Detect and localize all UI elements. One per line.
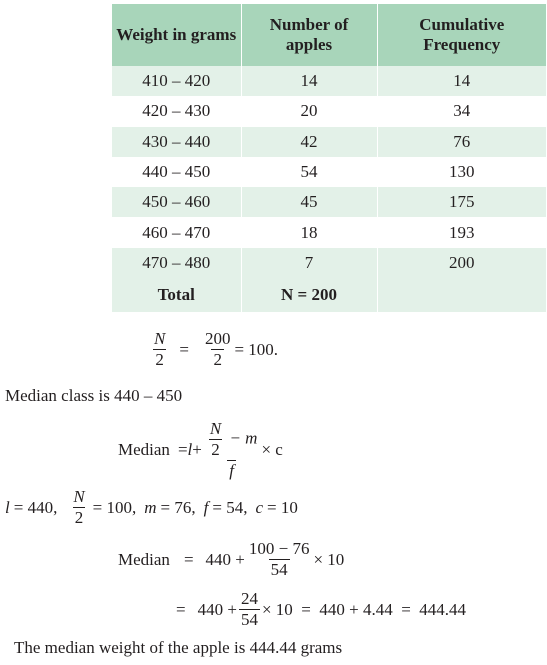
cell-apples: 45 <box>241 187 377 217</box>
n-over-2-line <box>150 330 278 369</box>
total-label: Total <box>112 278 241 312</box>
l-value: = 440, <box>13 497 58 517</box>
cell-cf: 34 <box>377 96 546 126</box>
numerator: 100 − 76 <box>248 539 310 558</box>
formula-numerator <box>204 420 260 460</box>
header-cumulative-frequency: Cumulative Frequency <box>377 4 546 66</box>
table-row <box>112 187 546 217</box>
median-label: Median <box>118 549 170 569</box>
formula-fraction <box>204 420 260 480</box>
cell-apples: 20 <box>241 96 377 126</box>
cell-apples: 18 <box>241 217 377 247</box>
fraction-n-over-2 <box>152 330 167 369</box>
header-weight: Weight in grams <box>112 4 241 66</box>
var-m: m <box>144 497 157 517</box>
denominator: 54 <box>270 560 288 579</box>
cell-cf: 175 <box>377 187 546 217</box>
denominator: 2 <box>211 440 220 459</box>
var-f: f <box>203 497 209 517</box>
table-row <box>112 248 546 278</box>
median-formula <box>118 420 283 480</box>
cell-apples: 7 <box>241 248 377 278</box>
numerator: N <box>154 329 166 348</box>
table-row <box>112 96 546 126</box>
times-10: × 10 <box>313 549 345 569</box>
denominator: 2 <box>74 508 84 527</box>
cell-cf: 14 <box>377 66 546 96</box>
var-l: l <box>187 440 193 459</box>
term-440-plus: 440 + <box>197 599 237 619</box>
denominator: 2 <box>213 350 222 369</box>
equals-sign: = <box>183 549 194 569</box>
table-row <box>112 217 546 247</box>
step-2-result: × 10 = 440 + 4.44 = 444.44 <box>261 599 467 619</box>
denominator: 54 <box>240 610 258 629</box>
fraction-24-over-54 <box>239 590 260 629</box>
plus-sign: + <box>192 440 202 459</box>
cell-apples: 42 <box>241 127 377 157</box>
cell-weight: 410 – 420 <box>112 66 241 96</box>
median-step-2 <box>176 590 466 629</box>
cell-weight: 430 – 440 <box>112 127 241 157</box>
equals-sign: = <box>176 599 186 619</box>
numerator: N <box>209 419 222 438</box>
cell-apples: 14 <box>241 66 377 96</box>
times-c: × c <box>261 440 283 459</box>
conclusion-text: The median weight of the apple is 444.44 grams <box>14 638 343 657</box>
cell-weight: 470 – 480 <box>112 248 241 278</box>
median-class-text: Median class is 440 – 450 <box>5 386 183 405</box>
header-number-of-apples: Number of apples <box>241 4 377 66</box>
cell-weight: 450 – 460 <box>112 187 241 217</box>
median-step-1 <box>118 540 344 579</box>
result-100: = 100. <box>234 339 279 359</box>
cell-apples: 54 <box>241 157 377 187</box>
cell-weight: 460 – 470 <box>112 217 241 247</box>
numerator: 24 <box>240 589 258 608</box>
values-line <box>5 488 298 527</box>
c-value: = 10 <box>267 497 298 517</box>
table-row <box>112 66 546 96</box>
term-440-plus: 440 + <box>205 549 245 569</box>
cell-weight: 420 – 430 <box>112 96 241 126</box>
m-value: = 76, <box>160 497 196 517</box>
frequency-table <box>112 4 546 312</box>
numerator: 200 <box>204 329 231 348</box>
cell-cf: 130 <box>377 157 546 187</box>
table-row <box>112 157 546 187</box>
cell-cf: 76 <box>377 127 546 157</box>
f-value: = 54, <box>212 497 248 517</box>
fraction-200-over-2 <box>203 330 233 369</box>
minus-m: − m <box>229 428 258 448</box>
total-value: N = 200 <box>241 278 377 312</box>
table-total-row <box>112 278 546 312</box>
equals-sign: = <box>179 339 189 359</box>
median-label: Median <box>118 440 170 459</box>
total-empty-cell <box>377 278 546 312</box>
numerator: N <box>73 487 85 506</box>
denominator: 2 <box>155 350 164 369</box>
n-value: = 100, <box>92 497 137 517</box>
fraction-n-over-2 <box>71 488 86 527</box>
fraction-n-over-2 <box>208 420 223 459</box>
table-row <box>112 127 546 157</box>
table-header-row <box>112 4 546 66</box>
cell-cf: 200 <box>377 248 546 278</box>
cell-weight: 440 – 450 <box>112 157 241 187</box>
formula-denominator-f: f <box>229 461 235 480</box>
equals-sign: = <box>177 440 188 459</box>
fraction-100-minus-76-over-54 <box>247 540 312 579</box>
var-l: l <box>5 497 10 517</box>
cell-cf: 193 <box>377 217 546 247</box>
var-c: c <box>255 497 264 517</box>
